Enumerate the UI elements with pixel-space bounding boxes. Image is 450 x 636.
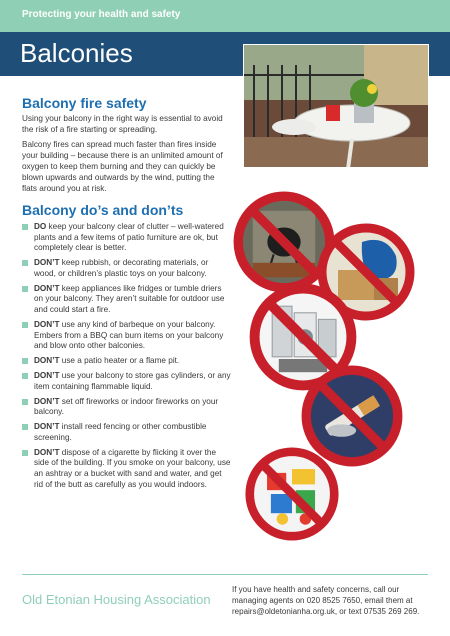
balcony-photo: [243, 44, 429, 168]
square-bullet-icon: [22, 260, 28, 266]
list-item: DON’T use a patio heater or a flame pit.: [22, 356, 232, 367]
square-bullet-icon: [22, 322, 28, 328]
square-bullet-icon: [22, 224, 28, 230]
no-toys-sign-icon: [244, 446, 340, 542]
square-bullet-icon: [22, 399, 28, 405]
list-item: DON’T keep appliances like fridges or tumble driers on your balcony. They aren’t suitable for outdoor use and could start a fire.: [22, 284, 232, 316]
square-bullet-icon: [22, 424, 28, 430]
footer-contact-text: If you have health and safety concerns, call our managing agents on 020 8525 7650, email them at repairs@oldetonianha.org.uk, or text 07535 269 269.: [232, 585, 420, 616]
fire-safety-para1: Using your balcony in the right way is essential to avoid the risk of a fire starting or spreading.: [22, 114, 223, 134]
dos-donts-list: [22, 222, 232, 495]
top-band: [0, 0, 450, 32]
square-bullet-icon: [22, 373, 28, 379]
fire-safety-para2: Balcony fires can spread much faster than fires inside your building – because there is an unlimited amount of oxygen to keep them burning and they can quickly be blown upwards and outwards by the wind, putting the flats around you at risk.: [22, 140, 223, 193]
footer-divider: [22, 574, 428, 575]
list-item: DO keep your balcony clear of clutter – well-watered plants and a few items of patio furniture are ok, but completely clear is better.: [22, 222, 232, 254]
fire-safety-heading: Balcony fire safety: [22, 95, 147, 111]
header-kicker: Protecting your health and safety: [22, 9, 181, 20]
square-bullet-icon: [22, 358, 28, 364]
list-item: DON’T dispose of a cigarette by flicking it over the side of the building. If you smoke on your balcony, use an ashtray or a bucket with sand and water, and get rid of the butt as carefully as you would indoors.: [22, 448, 232, 490]
list-item: DON’T use any kind of barbeque on your balcony. Embers from a BBQ can burn items on your balcony and blow onto other balconies.: [22, 320, 232, 352]
list-item: DON’T set off fireworks or indoor fireworks on your balcony.: [22, 397, 232, 418]
page-title: Balconies: [20, 38, 133, 68]
square-bullet-icon: [22, 450, 28, 456]
footer-org-name: Old Etonian Housing Association: [22, 592, 211, 607]
list-item: DON’T keep rubbish, or decorating materials, or wood, or children’s plastic toys on your balcony.: [22, 258, 232, 279]
list-item: DON’T use your balcony to store gas cylinders, or any item containing flammable liquid.: [22, 371, 232, 392]
dos-donts-heading: Balcony do’s and don’ts: [22, 202, 184, 218]
list-item: DON’T install reed fencing or other combustible screening.: [22, 422, 232, 443]
square-bullet-icon: [22, 286, 28, 292]
